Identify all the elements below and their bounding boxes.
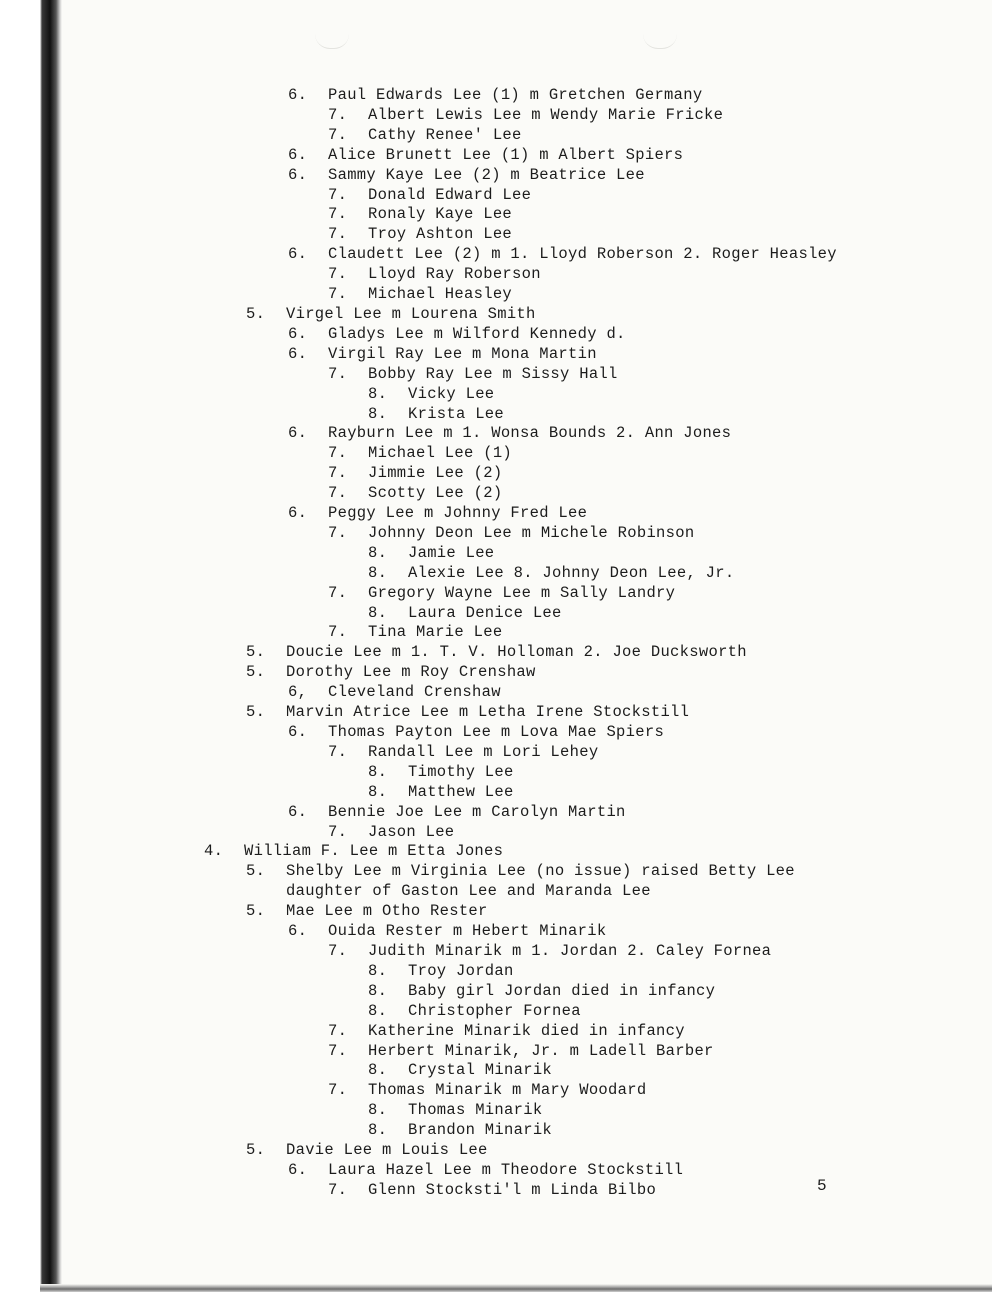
generation-number: 7. bbox=[328, 742, 348, 761]
generation-number: 8. bbox=[368, 1001, 388, 1020]
entry-text: Troy Jordan bbox=[408, 961, 514, 980]
generation-number: 5. bbox=[246, 1141, 266, 1160]
genealogy-entry bbox=[0, 325, 992, 345]
generation-number: 5. bbox=[246, 902, 266, 921]
generation-number: 7. bbox=[328, 1041, 348, 1060]
generation-number: 7. bbox=[328, 105, 348, 124]
entry-text: Bennie Joe Lee m Carolyn Martin bbox=[328, 802, 626, 821]
genealogy-entry bbox=[0, 882, 992, 902]
genealogy-entry bbox=[0, 484, 992, 504]
entry-text: Scotty Lee (2) bbox=[368, 484, 503, 503]
genealogy-entry bbox=[0, 444, 992, 464]
genealogy-entry bbox=[0, 504, 992, 524]
generation-number: 5. bbox=[246, 304, 266, 323]
genealogy-entry bbox=[0, 982, 992, 1002]
entry-text: Katherine Minarik died in infancy bbox=[368, 1021, 685, 1040]
entry-text: Cathy Renee' Lee bbox=[368, 125, 522, 144]
entry-text: Michael Lee (1) bbox=[368, 444, 513, 463]
entry-text: Alice Brunett Lee (1) m Albert Spiers bbox=[328, 145, 684, 164]
generation-number: 7. bbox=[328, 623, 348, 642]
genealogy-entry bbox=[0, 166, 992, 186]
entry-text: Virgil Ray Lee m Mona Martin bbox=[328, 344, 597, 363]
entry-text: William F. Lee m Etta Jones bbox=[244, 842, 504, 861]
entry-text: Brandon Minarik bbox=[408, 1121, 553, 1140]
entry-text: Christopher Fornea bbox=[408, 1001, 581, 1020]
genealogy-entry bbox=[0, 245, 992, 265]
generation-number: 6, bbox=[288, 683, 308, 702]
entry-text: Jason Lee bbox=[368, 822, 455, 841]
entry-text: daughter of Gaston Lee and Maranda Lee bbox=[286, 882, 651, 901]
genealogy-entry bbox=[0, 186, 992, 206]
genealogy-entry bbox=[0, 285, 992, 305]
entry-text: Virgel Lee m Lourena Smith bbox=[286, 304, 536, 323]
genealogy-entry bbox=[0, 365, 992, 385]
entry-text: Mae Lee m Otho Rester bbox=[286, 902, 488, 921]
generation-number: 8. bbox=[368, 1101, 388, 1120]
entry-text: Tina Marie Lee bbox=[368, 623, 503, 642]
genealogy-entry bbox=[0, 623, 992, 643]
genealogy-entry bbox=[0, 763, 992, 783]
generation-number: 8. bbox=[368, 762, 388, 781]
generation-number: 6. bbox=[288, 424, 308, 443]
genealogy-entry bbox=[0, 86, 992, 106]
genealogy-entry bbox=[0, 106, 992, 126]
entry-text: Michael Heasley bbox=[368, 285, 513, 304]
generation-number: 6. bbox=[288, 1160, 308, 1179]
generation-number: 5. bbox=[246, 643, 266, 662]
entry-text: Troy Ashton Lee bbox=[368, 225, 513, 244]
entry-text: Davie Lee m Louis Lee bbox=[286, 1141, 488, 1160]
genealogy-list bbox=[0, 86, 992, 1201]
genealogy-entry bbox=[0, 902, 992, 922]
entry-text: Alexie Lee 8. Johnny Deon Lee, Jr. bbox=[408, 563, 735, 582]
genealogy-entry bbox=[0, 922, 992, 942]
genealogy-entry bbox=[0, 723, 992, 743]
genealogy-entry bbox=[0, 305, 992, 325]
entry-text: Doucie Lee m 1. T. V. Holloman 2. Joe Ducksworth bbox=[286, 643, 747, 662]
genealogy-entry bbox=[0, 842, 992, 862]
entry-text: Thomas Minarik m Mary Woodard bbox=[368, 1081, 647, 1100]
entry-text: Herbert Minarik, Jr. m Ladell Barber bbox=[368, 1041, 714, 1060]
generation-number: 7. bbox=[328, 205, 348, 224]
entry-text: Thomas Minarik bbox=[408, 1101, 543, 1120]
genealogy-entry bbox=[0, 385, 992, 405]
entry-text: Baby girl Jordan died in infancy bbox=[408, 981, 716, 1000]
punch-hole-mark bbox=[315, 34, 349, 49]
genealogy-entry bbox=[0, 405, 992, 425]
genealogy-entry bbox=[0, 862, 992, 882]
bottom-edge bbox=[40, 1284, 992, 1292]
entry-text: Shelby Lee m Virginia Lee (no issue) raised Betty Lee bbox=[286, 862, 795, 881]
genealogy-entry bbox=[0, 643, 992, 663]
generation-number: 7. bbox=[328, 364, 348, 383]
generation-number: 6. bbox=[288, 922, 308, 941]
genealogy-entry bbox=[0, 604, 992, 624]
generation-number: 5. bbox=[246, 703, 266, 722]
generation-number: 6. bbox=[288, 504, 308, 523]
entry-text: Matthew Lee bbox=[408, 782, 514, 801]
generation-number: 6. bbox=[288, 245, 308, 264]
entry-text: Thomas Payton Lee m Lova Mae Spiers bbox=[328, 723, 665, 741]
entry-text: Jamie Lee bbox=[408, 543, 495, 562]
generation-number: 6. bbox=[288, 86, 308, 104]
entry-text: Claudett Lee (2) m 1. Lloyd Roberson 2. Roger Heasley bbox=[328, 245, 837, 264]
generation-number: 8. bbox=[368, 404, 388, 423]
genealogy-entry bbox=[0, 584, 992, 604]
entry-text: Crystal Minarik bbox=[408, 1061, 553, 1080]
entry-text: Judith Minarik m 1. Jordan 2. Caley Fornea bbox=[368, 941, 772, 960]
generation-number: 8. bbox=[368, 563, 388, 582]
generation-number: 7. bbox=[328, 185, 348, 204]
genealogy-entry bbox=[0, 1002, 992, 1022]
generation-number: 7. bbox=[328, 444, 348, 463]
genealogy-entry bbox=[0, 703, 992, 723]
entry-text: Krista Lee bbox=[408, 404, 505, 423]
generation-number: 8. bbox=[368, 603, 388, 622]
generation-number: 5. bbox=[246, 862, 266, 881]
generation-number: 5. bbox=[246, 663, 266, 682]
generation-number: 8. bbox=[368, 981, 388, 1000]
entry-text: Gladys Lee m Wilford Kennedy d. bbox=[328, 324, 626, 343]
genealogy-entry bbox=[0, 544, 992, 564]
generation-number: 8. bbox=[368, 1061, 388, 1080]
genealogy-entry bbox=[0, 1161, 992, 1181]
entry-text: Gregory Wayne Lee m Sally Landry bbox=[368, 583, 676, 602]
generation-number: 7. bbox=[328, 125, 348, 144]
entry-text: Cleveland Crenshaw bbox=[328, 683, 501, 702]
entry-text: Ouida Rester m Hebert Minarik bbox=[328, 922, 607, 941]
genealogy-entry bbox=[0, 225, 992, 245]
entry-text: Bobby Ray Lee m Sissy Hall bbox=[368, 364, 618, 383]
generation-number: 7. bbox=[328, 523, 348, 542]
genealogy-entry bbox=[0, 1121, 992, 1141]
generation-number: 6. bbox=[288, 723, 308, 741]
generation-number: 7. bbox=[328, 583, 348, 602]
generation-number: 8. bbox=[368, 543, 388, 562]
genealogy-entry bbox=[0, 1061, 992, 1081]
genealogy-entry bbox=[0, 265, 992, 285]
genealogy-entry bbox=[0, 1081, 992, 1101]
entry-text: Ronaly Kaye Lee bbox=[368, 205, 513, 224]
entry-text: Dorothy Lee m Roy Crenshaw bbox=[286, 663, 536, 682]
generation-number: 6. bbox=[288, 165, 308, 184]
genealogy-entry bbox=[0, 524, 992, 544]
generation-number: 6. bbox=[288, 802, 308, 821]
generation-number: 7. bbox=[328, 265, 348, 284]
entry-text: Jimmie Lee (2) bbox=[368, 464, 503, 483]
generation-number: 7. bbox=[328, 1021, 348, 1040]
entry-text: Donald Edward Lee bbox=[368, 185, 532, 204]
generation-number: 8. bbox=[368, 961, 388, 980]
genealogy-entry bbox=[0, 1042, 992, 1062]
entry-text: Vicky Lee bbox=[408, 384, 495, 403]
genealogy-entry bbox=[0, 783, 992, 803]
page-number: 5 bbox=[817, 1177, 827, 1195]
genealogy-entry bbox=[0, 1101, 992, 1121]
entry-text: Glenn Stocksti'l m Linda Bilbo bbox=[368, 1180, 657, 1199]
generation-number: 7. bbox=[328, 285, 348, 304]
generation-number: 8. bbox=[368, 384, 388, 403]
generation-number: 8. bbox=[368, 782, 388, 801]
punch-hole-mark bbox=[643, 34, 677, 49]
generation-number: 8. bbox=[368, 1121, 388, 1140]
generation-number: 7. bbox=[328, 1081, 348, 1100]
generation-number: 7. bbox=[328, 484, 348, 503]
genealogy-entry bbox=[0, 146, 992, 166]
entry-text: Laura Denice Lee bbox=[408, 603, 562, 622]
entry-text: Johnny Deon Lee m Michele Robinson bbox=[368, 523, 695, 542]
generation-number: 7. bbox=[328, 225, 348, 244]
entry-text: Randall Lee m Lori Lehey bbox=[368, 742, 599, 761]
generation-number: 4. bbox=[204, 842, 224, 861]
genealogy-entry bbox=[0, 683, 992, 703]
entry-text: Laura Hazel Lee m Theodore Stockstill bbox=[328, 1160, 684, 1179]
genealogy-entry bbox=[0, 1141, 992, 1161]
generation-number: 6. bbox=[288, 324, 308, 343]
genealogy-entry bbox=[0, 205, 992, 225]
genealogy-entry bbox=[0, 424, 992, 444]
genealogy-entry bbox=[0, 823, 992, 843]
entry-text: Lloyd Ray Roberson bbox=[368, 265, 541, 284]
entry-text: Peggy Lee m Johnny Fred Lee bbox=[328, 504, 588, 523]
entry-text: Albert Lewis Lee m Wendy Marie Fricke bbox=[368, 105, 724, 124]
genealogy-entry bbox=[0, 942, 992, 962]
generation-number: 7. bbox=[328, 941, 348, 960]
generation-number: 7. bbox=[328, 464, 348, 483]
entry-text: Rayburn Lee m 1. Wonsa Bounds 2. Ann Jones bbox=[328, 424, 732, 443]
genealogy-entry bbox=[0, 1022, 992, 1042]
genealogy-entry bbox=[0, 345, 992, 365]
entry-text: Marvin Atrice Lee m Letha Irene Stockstill bbox=[286, 703, 690, 722]
genealogy-entry bbox=[0, 464, 992, 484]
genealogy-entry bbox=[0, 663, 992, 683]
entry-text: Sammy Kaye Lee (2) m Beatrice Lee bbox=[328, 165, 645, 184]
genealogy-entry bbox=[0, 962, 992, 982]
genealogy-entry bbox=[0, 564, 992, 584]
entry-text: Timothy Lee bbox=[408, 762, 514, 781]
genealogy-entry bbox=[0, 126, 992, 146]
generation-number: 6. bbox=[288, 344, 308, 363]
generation-number: 6. bbox=[288, 145, 308, 164]
genealogy-entry bbox=[0, 1181, 992, 1201]
generation-number: 7. bbox=[328, 822, 348, 841]
genealogy-entry bbox=[0, 803, 992, 823]
genealogy-entry bbox=[0, 743, 992, 763]
entry-text: Paul Edwards Lee (1) m Gretchen Germany bbox=[328, 86, 703, 104]
generation-number: 7. bbox=[328, 1180, 348, 1199]
